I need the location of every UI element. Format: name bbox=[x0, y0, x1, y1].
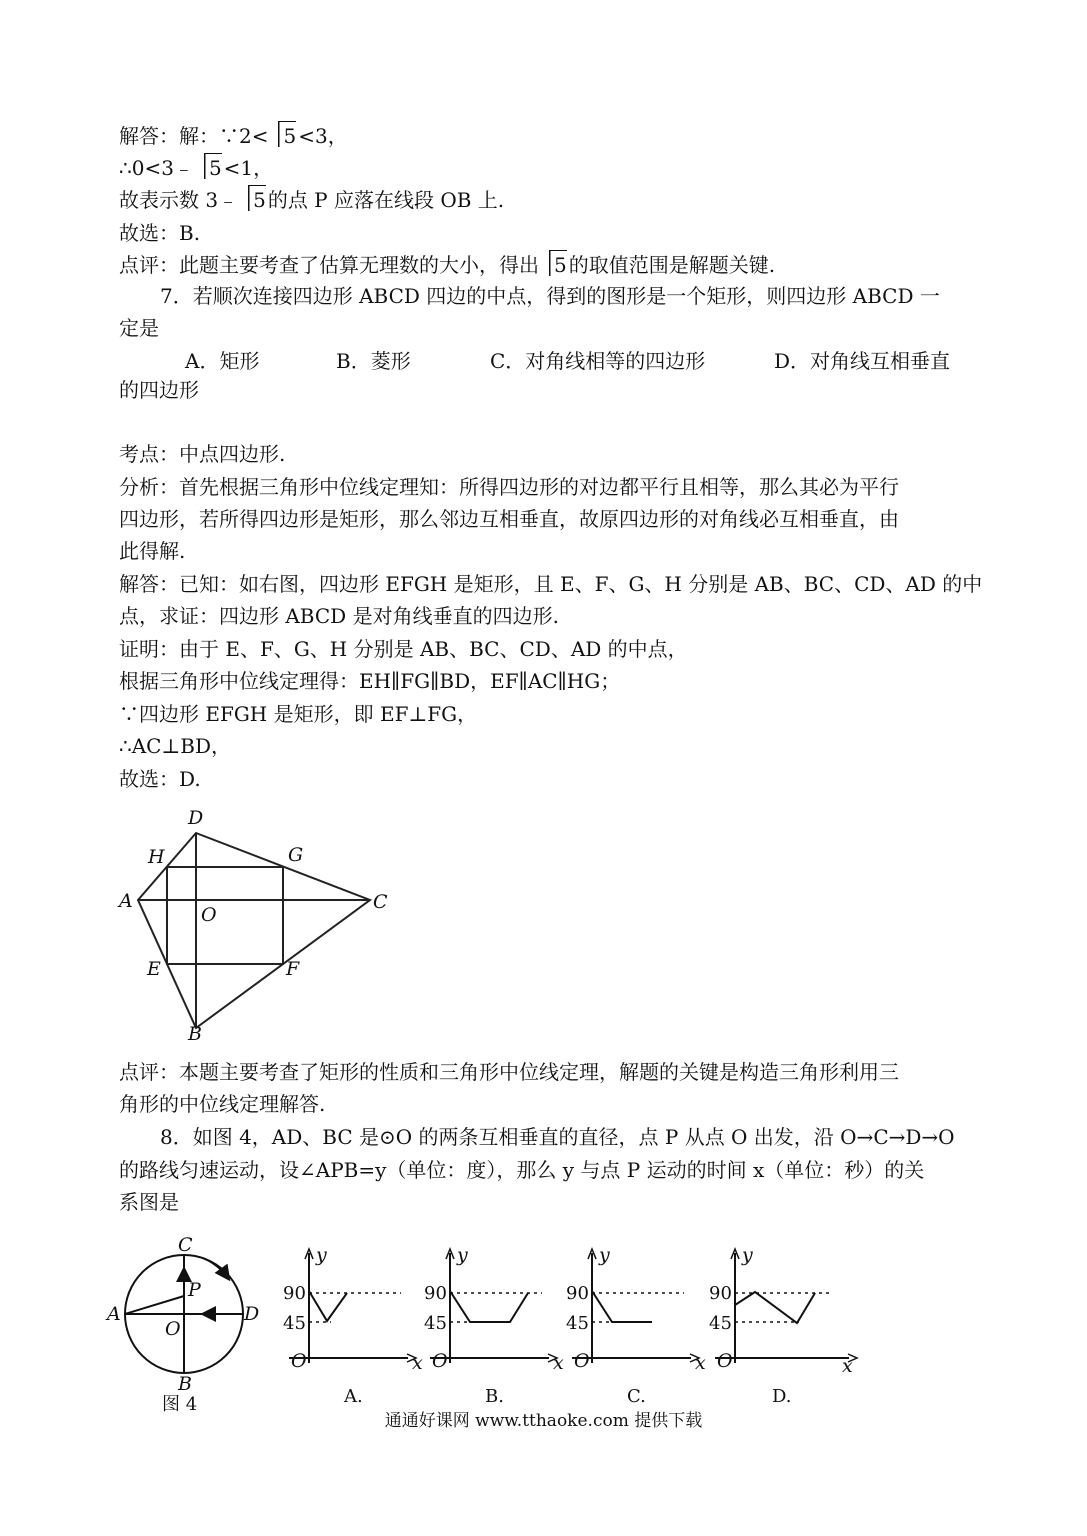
circle-label-a: A bbox=[107, 1303, 121, 1325]
label-f: F bbox=[286, 958, 300, 980]
q7-solution-line-1: 解答：已知：如右图，四边形 EFGH 是矩形，且 E、F、G、H 分别是 AB、BC、CD、AD 的中 bbox=[119, 572, 983, 596]
graph-d-tick-45: 45 bbox=[709, 1313, 732, 1334]
sqrt-radical: 5 bbox=[268, 124, 296, 148]
arc-arrow bbox=[203, 1258, 228, 1278]
label-a: A bbox=[119, 890, 133, 912]
q7-proof-line-2: 根据三角形中位线定理得：EH∥FG∥BD，EF∥AC∥HG； bbox=[119, 669, 621, 693]
graph-c bbox=[566, 1245, 711, 1410]
graph-c-tick-90: 90 bbox=[566, 1283, 589, 1304]
q7-option-b: B．菱形 bbox=[336, 349, 411, 373]
graph-b-origin: O bbox=[432, 1350, 448, 1372]
sqrt-radical: 5 bbox=[539, 253, 567, 277]
q6-answer: 故选：B. bbox=[119, 221, 201, 245]
segment-ap bbox=[125, 1296, 184, 1314]
label-e: E bbox=[147, 958, 161, 980]
q7-proof-line-3: ∵四边形 EFGH 是矩形，即 EF⊥FG， bbox=[119, 702, 478, 726]
q8-stem-line-2: 的路线匀速运动，设∠APB=y（单位：度），那么 y 与点 P 运动的时间 x（单位：秒）的关 bbox=[119, 1158, 925, 1182]
graph-a-option: A. bbox=[344, 1386, 363, 1407]
graph-a-y-label: y bbox=[316, 1245, 327, 1266]
graph-b-option: B. bbox=[485, 1386, 504, 1407]
q6-solution-line-2: ∴0<3﹣ 5 <1， bbox=[119, 156, 273, 180]
q8-stem-line-1: 8．如图 4，AD、BC 是⊙O 的两条互相垂直的直径，点 P 从点 O 出发，沿 O→C→D→O bbox=[160, 1125, 955, 1149]
q6-comment: 点评：此题主要考查了估算无理数的大小，得出 5 的取值范围是解题关键. bbox=[119, 253, 775, 277]
graph-d-tick-90: 90 bbox=[709, 1283, 732, 1304]
q7-proof-line-5: 故选：D. bbox=[119, 767, 201, 791]
label-g: G bbox=[288, 844, 304, 866]
rectangle-efgh bbox=[167, 867, 283, 964]
q7-option-c: C．对角线相等的四边形 bbox=[490, 349, 706, 373]
label-h: H bbox=[148, 846, 165, 868]
graph-line bbox=[592, 1291, 652, 1322]
graph-a-origin: O bbox=[291, 1350, 307, 1372]
graph-d-option: D. bbox=[772, 1386, 792, 1407]
graph-b-tick-45: 45 bbox=[424, 1313, 447, 1334]
label-c: C bbox=[373, 891, 388, 913]
quadrilateral-figure bbox=[110, 800, 410, 1050]
label-d: D bbox=[188, 807, 204, 829]
q7-option-a: A．矩形 bbox=[185, 349, 260, 373]
graph-d-origin: O bbox=[717, 1350, 733, 1372]
graph-c-origin: O bbox=[574, 1350, 590, 1372]
circle-label-c: C bbox=[178, 1234, 193, 1256]
graph-d bbox=[709, 1245, 859, 1410]
graph-a-x-label: x bbox=[412, 1352, 423, 1374]
figure-caption: 图 4 bbox=[162, 1394, 198, 1415]
graph-a-tick-45: 45 bbox=[283, 1313, 306, 1334]
q7-stem-line-2: 定是 bbox=[119, 316, 159, 340]
circle-label-o: O bbox=[165, 1318, 181, 1340]
graph-c-x-label: x bbox=[695, 1352, 706, 1374]
q6-solution-line-3: 故表示数 3﹣ 5 的点 P 应落在线段 OB 上. bbox=[119, 188, 504, 212]
graph-c-y-label: y bbox=[599, 1245, 610, 1266]
q7-solution-line-2: 点，求证：四边形 ABCD 是对角线垂直的四边形. bbox=[119, 604, 559, 628]
q7-option-d: D．对角线互相垂直 bbox=[774, 349, 951, 373]
q7-proof-line-4: ∴AC⊥BD， bbox=[119, 734, 232, 758]
q7-stem-line-1: 7．若顺次连接四边形 ABCD 四边的中点，得到的图形是一个矩形，则四边形 ABCD 一 bbox=[160, 284, 940, 308]
page-footer: 通通好课网 www.tthaoke.com 提供下载 bbox=[384, 1411, 703, 1431]
graph-c-option: C. bbox=[627, 1386, 646, 1407]
graph-b bbox=[424, 1245, 569, 1410]
graph-d-y-label: y bbox=[742, 1245, 753, 1266]
label-b: B bbox=[188, 1023, 202, 1045]
circle-label-d: D bbox=[244, 1303, 260, 1325]
q7-option-d-continued: 的四边形 bbox=[119, 378, 199, 402]
circle-label-p: P bbox=[188, 1279, 201, 1301]
graph-d-x-label: x bbox=[842, 1355, 853, 1377]
sqrt-radical: 5 bbox=[238, 188, 266, 212]
sqrt-radical: 5 bbox=[194, 156, 222, 180]
graph-a bbox=[283, 1245, 428, 1410]
graph-a-tick-90: 90 bbox=[283, 1283, 306, 1304]
q7-analysis-line-3: 此得解. bbox=[119, 539, 186, 563]
q7-comment-line-2: 角形的中位线定理解答. bbox=[119, 1092, 326, 1116]
q7-comment-line-1: 点评：本题主要考查了矩形的性质和三角形中位线定理，解题的关键是构造三角形利用三 bbox=[119, 1060, 899, 1084]
q7-analysis-line-2: 四边形，若所得四边形是矩形，那么邻边互相垂直，故原四边形的对角线必互相垂直，由 bbox=[119, 507, 899, 531]
graph-b-y-label: y bbox=[457, 1245, 468, 1266]
graph-line bbox=[309, 1291, 347, 1321]
graph-line bbox=[450, 1291, 528, 1322]
q7-proof-line-1: 证明：由于 E、F、G、H 分别是 AB、BC、CD、AD 的中点， bbox=[119, 637, 688, 661]
q8-stem-line-3: 系图是 bbox=[119, 1190, 179, 1214]
q6-solution-line-1: 解答：解：∵2< 5 <3， bbox=[119, 124, 348, 148]
graph-b-tick-90: 90 bbox=[424, 1283, 447, 1304]
graph-line bbox=[735, 1292, 815, 1323]
label-o: O bbox=[201, 904, 217, 926]
graph-c-tick-45: 45 bbox=[566, 1313, 589, 1334]
q7-analysis-line-1: 分析：首先根据三角形中位线定理知：所得四边形的对边都平行且相等，那么其必为平行 bbox=[119, 475, 899, 499]
q7-kaodian: 考点：中点四边形. bbox=[119, 442, 286, 466]
circle-figure bbox=[100, 1230, 270, 1420]
graph-b-x-label: x bbox=[553, 1352, 564, 1374]
circle-label-b: B bbox=[178, 1373, 192, 1395]
quadrilateral-abcd bbox=[138, 833, 370, 1028]
